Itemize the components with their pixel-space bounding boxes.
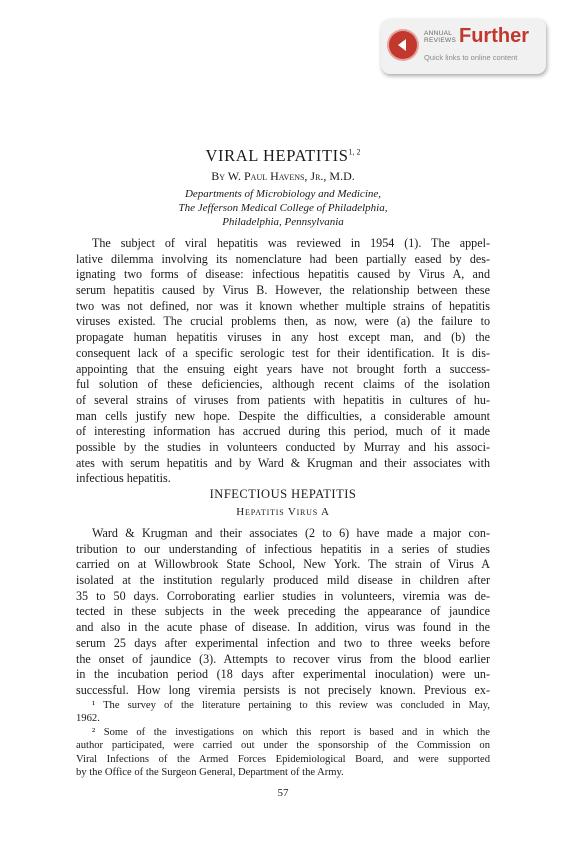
footnote-line: ² Some of the investigations on which this report is based and in which the — [92, 727, 490, 738]
page-number: 57 — [277, 787, 289, 799]
text-line: ates with serum hepatitis and by Ward & Krugman and their associates with — [76, 455, 490, 470]
text-line: serum 25 days after experimental infection and two to three weeks before — [76, 635, 490, 650]
text-line: serum hepatitis caused by Virus B. However, the relationship between these — [76, 283, 490, 298]
text-line: 35 to 50 days. Corroborating earlier studies in volunteers, viremia was de- — [76, 588, 490, 603]
footnote-line: Viral Infections of the Armed Forces Epidemiological Board, and were supported — [76, 753, 490, 765]
section-heading: INFECTIOUS HEPATITIS — [209, 487, 357, 501]
text-line: and also in the acute phase of disease. In addition, virus was found in the — [76, 620, 490, 635]
text-line: in the incubation period (18 days after experimental inoculation) were un- — [76, 667, 490, 682]
footnote-line: 1962. — [76, 713, 100, 725]
footnote-1 — [76, 699, 490, 726]
footnote-line: ¹ The survey of the literature pertaining to this review was concluded in May, — [92, 700, 490, 711]
text-line: tribution to our understanding of infectious hepatitis in a series of studies — [76, 541, 490, 556]
annual-reviews-logo: ANNUAL REVIEWS — [424, 30, 457, 44]
text-line: Ward & Krugman and their associates (2 to 6) have made a major con- — [92, 526, 490, 540]
footnote-2 — [76, 726, 490, 780]
text-line: ful solution of these deficiencies, although recent claims of the isolation — [76, 377, 490, 392]
text-line: the onset of jaundice (3). Attempts to recover virus from the blood earlier — [76, 651, 490, 666]
footnote-line: author participated, were carried out under the sponsorship of the Commission on — [76, 740, 490, 752]
text-line: carried on at Willowbrook State School, New York. The strain of Virus A — [76, 557, 490, 572]
affiliation-line: Philadelphia, Pennsylvania — [222, 216, 344, 228]
author-affiliation — [76, 187, 490, 229]
text-line: consequent lack of a specific serologic test for their identification. It is dis- — [76, 345, 490, 360]
affiliation-line: Departments of Microbiology and Medicine, — [184, 188, 382, 200]
text-line: possible by the studies in volunteers conducted by Murray and his associ- — [76, 439, 490, 454]
article-author: By W. Paul Havens, Jr., M.D. — [211, 169, 355, 183]
text-line: lative dilemma involving its nomenclature had been partially eased by des- — [76, 251, 490, 266]
text-line: The subject of viral hepatitis was reviewed in 1954 (1). The appel- — [92, 236, 490, 250]
text-line: propagate human hepatitis viruses in any host except man, and (b) the — [76, 330, 490, 345]
text-line: successful. How long viremia persists is not precisely known. Previous ex- — [76, 682, 490, 697]
text-line: viruses existed. The crucial problems then, as now, were (a) the failure to — [76, 314, 490, 329]
intro-paragraph — [76, 236, 490, 487]
text-line: of interesting information has accrued during this period, much of it made — [76, 424, 490, 439]
text-line: isolated at the institution regularly produced mild disease in children after — [76, 573, 490, 588]
subsection-heading: Hepatitis Virus A — [236, 506, 330, 518]
text-line: infectious hepatitis. — [76, 471, 171, 486]
text-line: tected in these subjects in the week preceding the appearance of jaundice — [76, 604, 490, 619]
title-footnote-marks[interactable]: 1, 2 — [348, 147, 361, 157]
text-line: of several strains of viruses from patients with hepatitis in cultures of hu- — [76, 392, 490, 407]
affiliation-line: The Jefferson Medical College of Philadelphia, — [178, 202, 388, 214]
annual-reviews-further-badge[interactable] — [381, 19, 546, 74]
text-line: appointing that the ensuing eight years have not brought forth a success- — [76, 361, 490, 376]
further-subtitle: Quick links to online content — [424, 53, 518, 62]
further-label: Further — [459, 25, 529, 47]
text-line: ignating two forms of disease: infectious hepatitis caused by Virus A, and — [76, 267, 490, 282]
footnote-line: by the Office of the Surgeon General, Department of the Army. — [76, 767, 344, 779]
body-paragraph — [76, 526, 490, 699]
text-line: man cells justify new hope. Despite the difficulties, a considerable amount — [76, 408, 490, 423]
article-title: VIRAL HEPATITIS$^{1, 2}$ — [205, 146, 361, 165]
text-line: two was not defined, nor was it known whether multiple strains of hepatitis — [76, 298, 490, 313]
back-arrow-icon — [389, 31, 417, 59]
